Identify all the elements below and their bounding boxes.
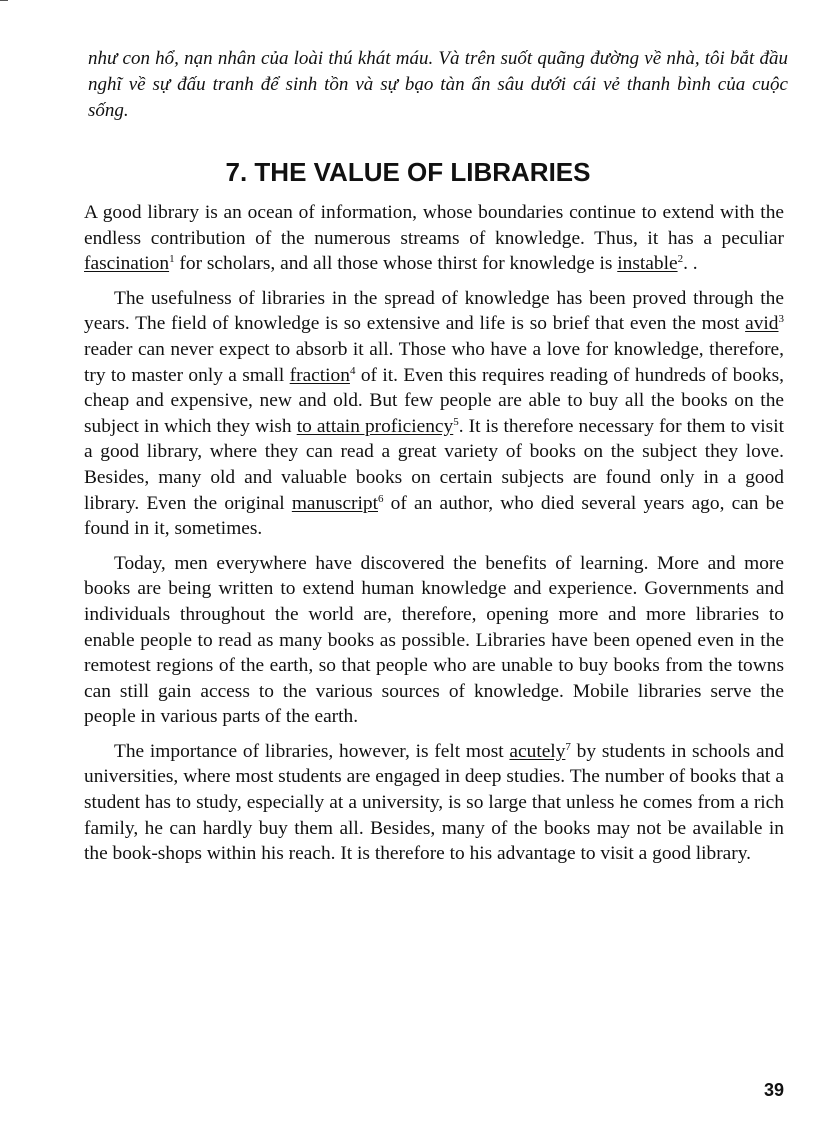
vietnamese-intro-text: như con hổ, nạn nhân của loài thú khát máu. Và trên suốt quãng đường về nhà, tôi bắt đầu nghĩ về sự đấu tranh để sinh tồn và sự bạo tàn ẩn sâu dưới cái vẻ thanh bình của cuộc sống. [88, 48, 788, 121]
footnote-ref: 1 [169, 253, 175, 266]
paragraph-2: The usefulness of libraries in the spread of knowledge has been proved through the years. The field of knowledge is so extensive and life is so brief that even the most avid$^3$ reader can never expect to absorb it all. Those who have a love for knowledge, therefore, try to master only a small fraction$^4$ of it. Even this requires reading of hundreds of books, cheap and expensive, new and old. But few people are able to buy all the books on the subject in which they wish to attain proficiency$^5$. It is therefore necessary for them to visit a good library, where they can read a great variety of books on the subject they love. Besides, many old and valuable books on certain subjects are found only in a good library. Even the original manuscript$^6$ of an author, who died several years ago, can be found in it, sometimes. [84, 287, 785, 540]
footnote-ref: 4 [349, 364, 356, 377]
page-number: 39 [764, 1080, 785, 1100]
footnote-ref: 6 [378, 492, 384, 505]
paragraph-4: The importance of libraries, however, is felt most acutely$^7$ by students in schools and universities, where most students are engaged in deep studies. The number of books that a student has to study, especially at a university, is so large that unless he comes from a rich family, he can hardly buy them all. Besides, many of the books may not be available in the book-shops within his reach. It is therefore to his advantage to visit a good library. [84, 740, 784, 865]
paragraph-1: A good library is an ocean of information, whose boundaries continue to extend with the endless contribution of the numerous streams of knowledge. Thus, it has a peculiar fascination$^1$ for scholars, and all those whose thirst for knowledge is instable$^2$. . [84, 202, 784, 275]
margin-mark [0, 0, 8, 1]
footnote-ref: 2 [677, 253, 684, 266]
footnote-ref: 7 [565, 740, 571, 753]
vocab-instable: instable [617, 253, 678, 275]
vocab-fraction: fraction [289, 364, 350, 386]
footnote-ref: 3 [778, 313, 784, 326]
footnote-ref: 5 [453, 415, 459, 428]
vocab-attain-proficiency: to attain proficiency [296, 415, 454, 437]
vocab-manuscript: manuscript [291, 492, 378, 514]
vocab-avid: avid [745, 313, 779, 335]
article-body [84, 200, 784, 876]
chapter-title: 7. THE VALUE OF LIBRARIES [225, 157, 591, 187]
vocab-acutely: acutely [509, 740, 566, 762]
vocab-fascination: fascination [84, 253, 170, 275]
paragraph-3: Today, men everywhere have discovered the benefits of learning. More and more books are being written to extend human knowledge and experience. Governments and individuals throughout the world are, therefore, opening more and more libraries to enable people to read as many books as possible. Libraries have been opened even in the remotest regions of the earth, so that people who are unable to buy books from the towns can still gain access to the various sources of knowledge. Mobile libraries serve the people in various parts of the earth. [84, 552, 784, 728]
